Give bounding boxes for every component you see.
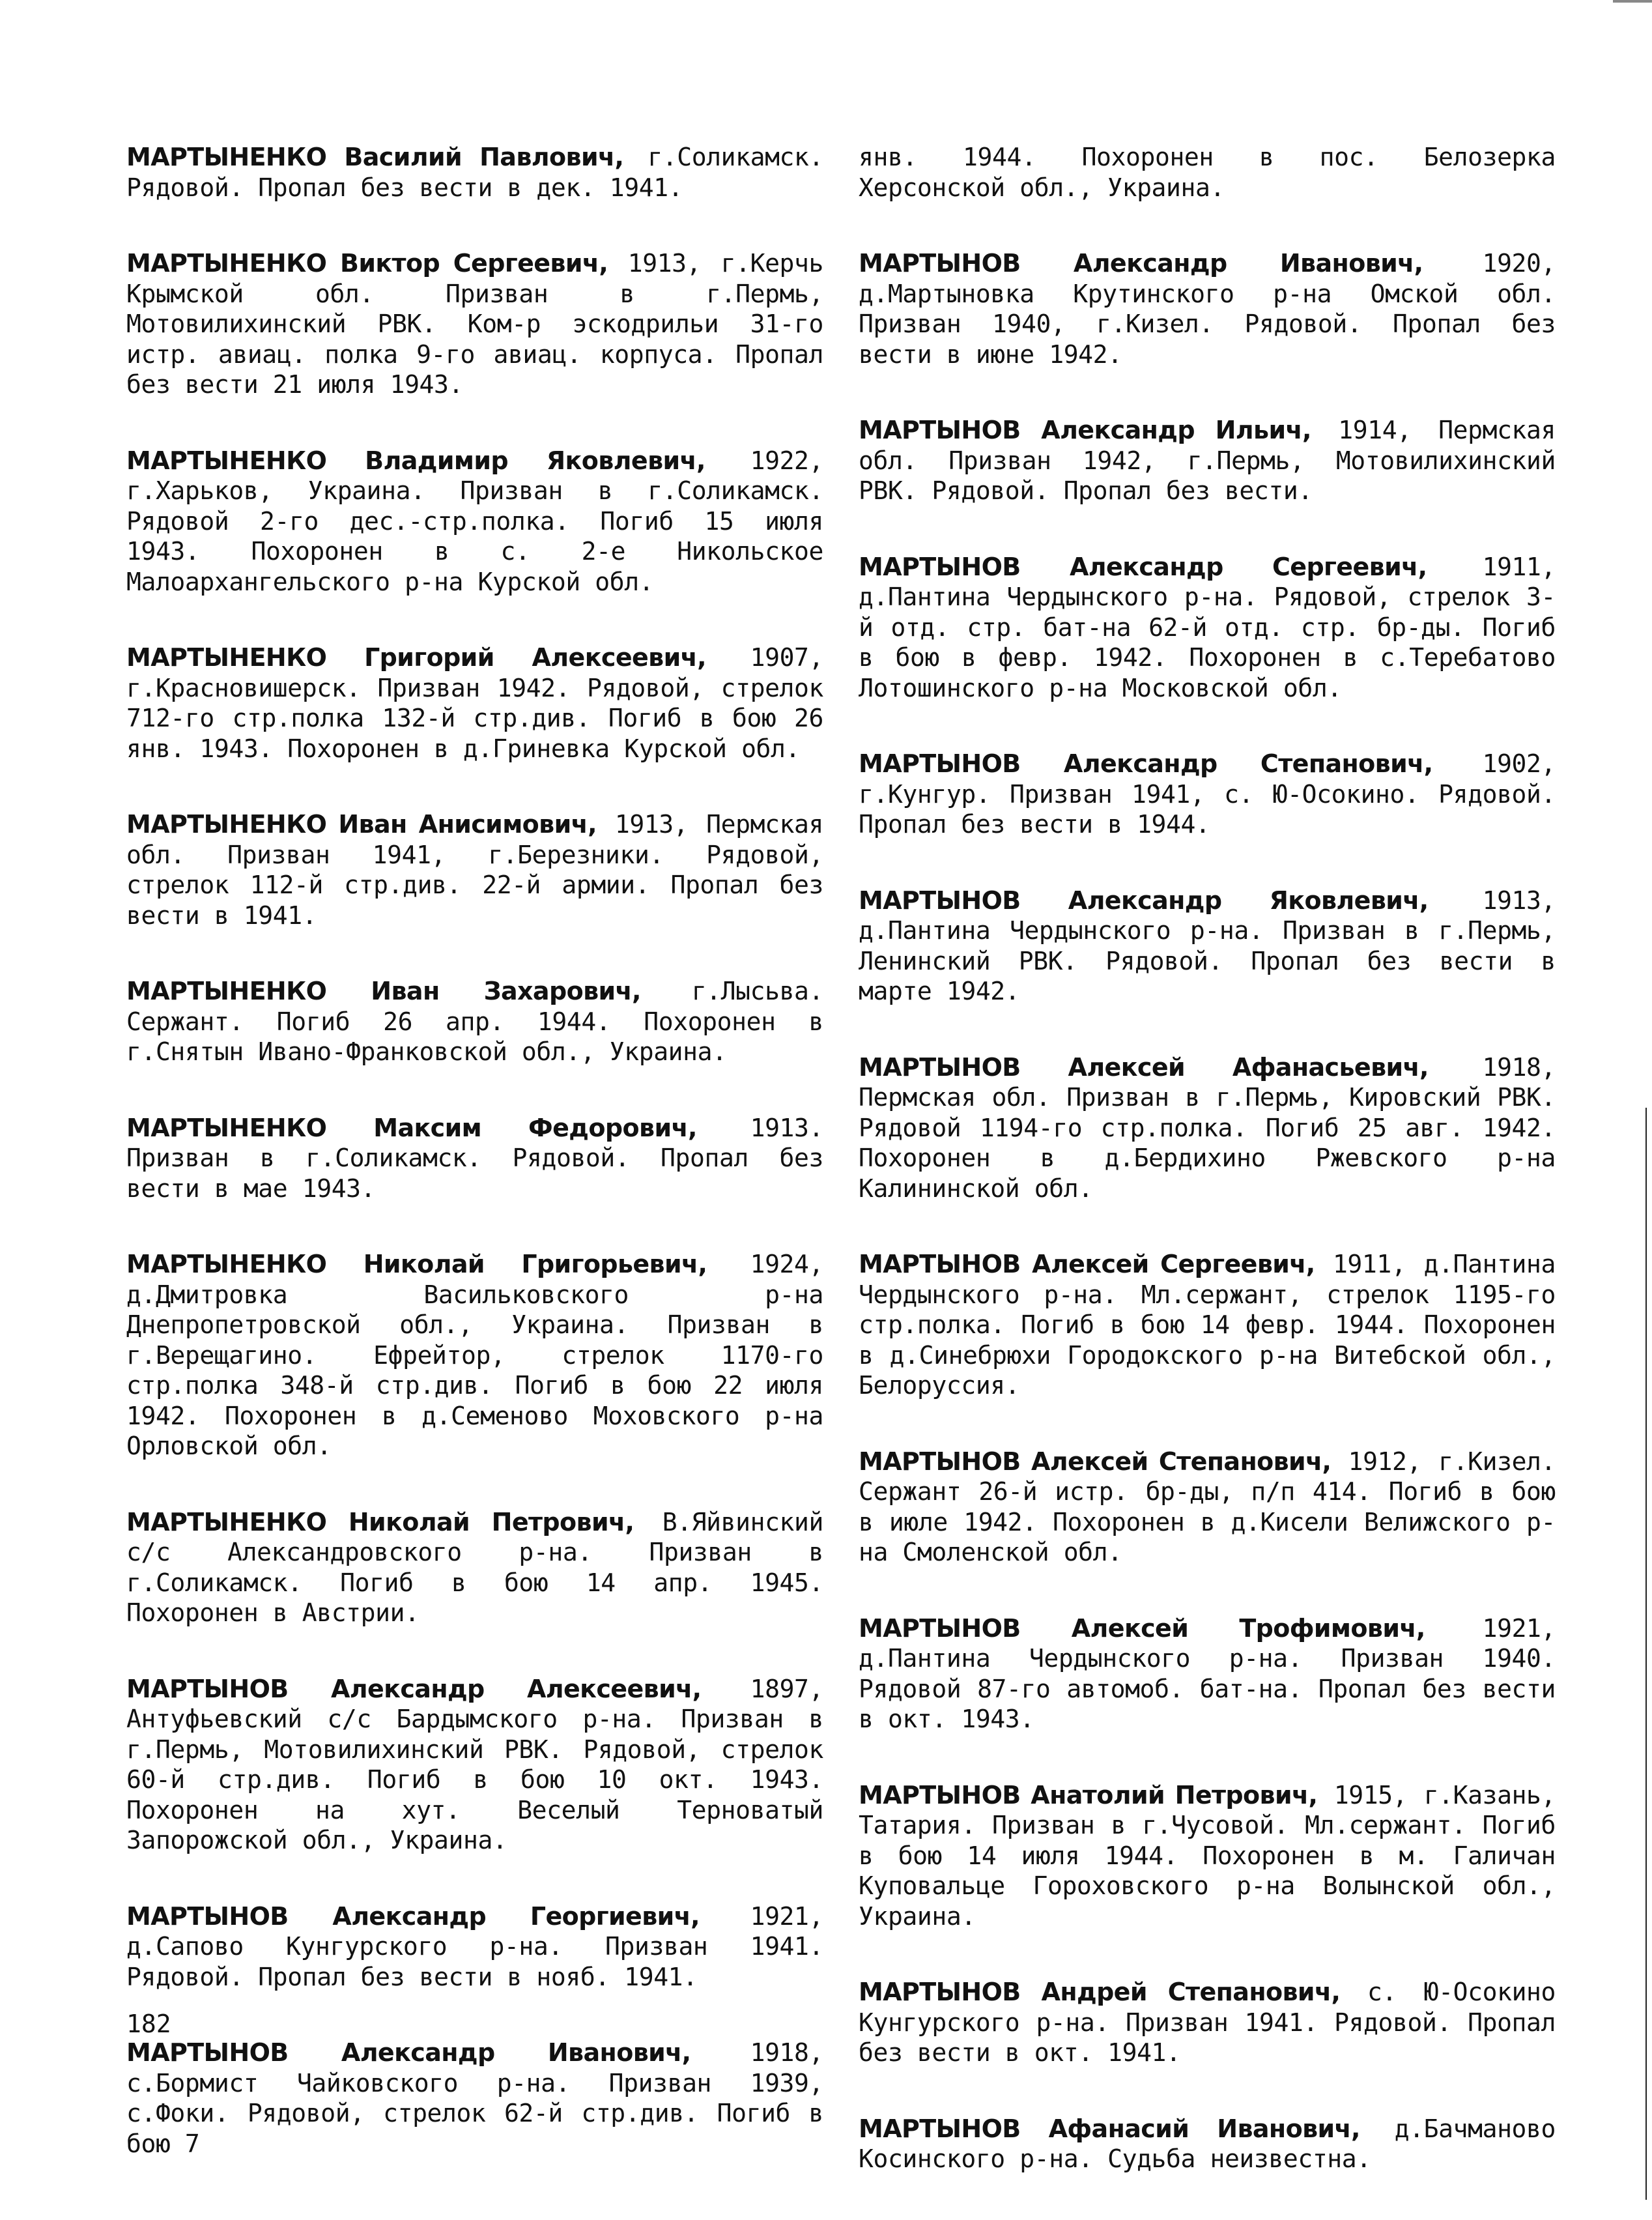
- entry-name: МАРТЫНОВ Александр Яковлевич,: [859, 886, 1429, 915]
- entry-name: МАРТЫНОВ Алексей Афанасьевич,: [859, 1052, 1429, 1082]
- entry: [126, 976, 823, 1067]
- entry-text: г.Лысьва. Сержант. Погиб 26 апр. 1944. Похоронен в г.Снятын Ивано-Франковской обл., Украина.: [126, 977, 824, 1066]
- entry-name: МАРТЫНЕНКО Григорий Алексеевич,: [126, 643, 706, 672]
- entry-name: МАРТЫНОВ Александр Сергеевич,: [859, 552, 1427, 581]
- entry-name: МАРТЫНОВ Алексей Трофимович,: [859, 1613, 1425, 1643]
- entry-text: г.Соликамск. Рядовой. Пропал без вести в дек. 1941.: [126, 143, 823, 202]
- entry-text: 1911, д.Пантина Чердынского р-на. Мл.сержант, стрелок 1195-го стр.полка. Погиб в бою 14 февр. 1944. Похоронен в д.Синебрюхи Городокского р-на Витебской обл., Белоруссия.: [859, 1250, 1556, 1400]
- entry-text: 1921, д.Сапово Кунгурского р-на. Призван 1941. Рядовой. Пропал без вести в нояб. 1941.: [126, 1901, 823, 1991]
- entry: [859, 749, 1556, 840]
- entry: [859, 552, 1556, 704]
- entry: [126, 642, 823, 764]
- entry: [859, 1780, 1556, 1932]
- entry-name: МАРТЫНЕНКО Иван Захарович,: [126, 977, 641, 1005]
- entry-name: МАРТЫНОВ Алексей Степанович,: [859, 1447, 1332, 1476]
- entry: [126, 1901, 823, 1993]
- entry: [126, 142, 823, 203]
- right-column: [859, 142, 1556, 2220]
- entry-name: МАРТЫНОВ Афанасий Иванович,: [859, 2114, 1360, 2143]
- entry-text: 1914, Пермская обл. Призван 1942, г.Пермь, Мотовилихинский РВК. Рядовой. Пропал без вести.: [859, 416, 1556, 505]
- entry: [126, 1674, 823, 1856]
- entry-text: 1922, г.Харьков, Украина. Призван в г.Соликамск. Рядовой 2-го дес.-стр.полка. Погиб 15 июля 1943. Похоронен в с. 2-е Никольское Малоархангельского р-на Курской обл.: [126, 446, 823, 596]
- entry: [859, 2114, 1556, 2174]
- entry-continuation: янв. 1944. Похоронен в пос. Белозерка Херсонской обл., Украина.: [859, 143, 1556, 202]
- entry: [859, 415, 1556, 506]
- entry-name: МАРТЫНОВ Андрей Степанович,: [859, 1978, 1341, 2006]
- entry-text: 1911, д.Пантина Чердынского р-на. Рядовой, стрелок 3-й отд. стр. бат-на 62-й отд. стр. бр-ды. Погиб в бою в февр. 1942. Похоронен в с.Теребатово Лотошинского р-на Московской обл.: [859, 552, 1556, 702]
- entry: [859, 1447, 1556, 1568]
- entry-text: д.Бачманово Косинского р-на. Судьба неизвестна.: [859, 2114, 1556, 2173]
- entry-text: 1912, г.Кизел. Сержант 26-й истр. бр-ды, п/п 414. Погиб в бою в июле 1942. Похоронен в д.Кисели Велижского р-на Смоленской обл.: [859, 1447, 1556, 1566]
- entry-text: 1921, д.Пантина Чердынского р-на. Призван 1940. Рядовой 87-го автомоб. бат-на. Пропал без вести в окт. 1943.: [859, 1613, 1556, 1733]
- entry-name: МАРТЫНОВ Александр Степанович,: [859, 749, 1433, 778]
- scan-edge-mark: [1613, 0, 1652, 3]
- entry-name: МАРТЫНЕНКО Николай Григорьевич,: [126, 1250, 707, 1278]
- entry-text: 1915, г.Казань, Татария. Призван в г.Чусовой. Мл.сержант. Погиб в бою 14 июля 1944. Похоронен в м. Галичан Куповальце Гороховского р-на Волынской обл., Украина.: [859, 1780, 1556, 1931]
- page-number: 182: [126, 2010, 171, 2038]
- entry: [859, 886, 1556, 1007]
- left-column: [126, 142, 823, 2204]
- entry: [859, 1977, 1556, 2068]
- entry-name: МАРТЫНОВ Александр Ильич,: [859, 416, 1311, 444]
- entry: [859, 248, 1556, 369]
- entry-name: МАРТЫНОВ Александр Иванович,: [859, 249, 1423, 278]
- entry-name: МАРТЫНОВ Александр Иванович,: [126, 2038, 691, 2067]
- entry-text: 1913, Пермская обл. Призван 1941, г.Березники. Рядовой, стрелок 112-й стр.див. 22-й армии. Пропал без вести в 1941.: [126, 810, 823, 930]
- entry-name: МАРТЫНОВ Алексей Сергеевич,: [859, 1250, 1315, 1278]
- entry-name: МАРТЫНОВ Александр Алексеевич,: [126, 1674, 702, 1703]
- entry-name: МАРТЫНЕНКО Владимир Яковлевич,: [126, 446, 705, 475]
- entry: [859, 1613, 1556, 1735]
- entry-text: 1913, д.Пантина Чердынского р-на. Призван в г.Пермь, Ленинский РВК. Рядовой. Пропал без вести в марте 1942.: [859, 886, 1556, 1005]
- entry: [126, 1249, 823, 1462]
- entry: [126, 248, 823, 400]
- entry-text: 1920, д.Мартыновка Крутинского р-на Омской обл. Призван 1940, г.Кизел. Рядовой. Пропал без вести в июне 1942.: [859, 249, 1556, 369]
- entry-text: 1907, г.Красновишерск. Призван 1942. Рядовой, стрелок 712-го стр.полка 132-й стр.див. Погиб в бою 26 янв. 1943. Похоронен в д.Гриневка Курской обл.: [126, 643, 823, 763]
- entry-text: 1902, г.Кунгур. Призван 1941, с. Ю-Осокино. Рядовой. Пропал без вести в 1944.: [859, 749, 1556, 839]
- page-edge-line: [1645, 1108, 1647, 2200]
- entry-name: МАРТЫНЕНКО Василий Павлович,: [126, 143, 624, 171]
- entry-text: 1897, Антуфьевский с/с Бардымского р-на. Призван в г.Пермь, Мотовилихинский РВК. Рядовой, стрелок 60-й стр.див. Погиб в бою 10 окт. 1943. Похоронен на хут. Веселый Терноватый Запорожской обл., Украина.: [126, 1674, 823, 1854]
- entry-text: 1913. Призван в г.Соликамск. Рядовой. Пропал без вести в мае 1943.: [126, 1113, 823, 1203]
- entry-text: с. Ю-Осокино Кунгурского р-на. Призван 1941. Рядовой. Пропал без вести в окт. 1941.: [859, 1978, 1556, 2067]
- entry-text: В.Яйвинский с/с Александровского р-на. Призван в г.Соликамск. Погиб в бою 14 апр. 1945. Похоронен в Австрии.: [126, 1507, 823, 1627]
- entry-name: МАРТЫНОВ Анатолий Петрович,: [859, 1780, 1318, 1809]
- entry-text: 1913, г.Керчь Крымской обл. Призван в г.Пермь, Мотовилихинский РВК. Ком-р эскодрильи 31-го истр. авиац. полка 9-го авиац. корпуса. Пропал без вести 21 июля 1943.: [126, 249, 823, 399]
- entry: [859, 1052, 1556, 1204]
- entry: [126, 446, 823, 598]
- entry: [126, 2038, 823, 2159]
- entry: [859, 1249, 1556, 1401]
- entry: [126, 809, 823, 930]
- entry: [126, 1113, 823, 1204]
- entry-text: 1924, д.Дмитровка Васильковского р-на Днепропетровской обл., Украина. Призван в г.Верещагино. Ефрейтор, стрелок 1170-го стр.полка 348-й стр.див. Погиб в бою 22 июля 1942. Похоронен в д.Семеново Моховского р-на Орловской обл.: [126, 1250, 823, 1460]
- entry-name: МАРТЫНЕНКО Николай Петрович,: [126, 1507, 634, 1536]
- entry-name: МАРТЫНЕНКО Иван Анисимович,: [126, 810, 597, 839]
- entry-text: 1918, с.Бормист Чайковского р-на. Призван 1939, с.Фоки. Рядовой, стрелок 62-й стр.див. Погиб в бою 7: [126, 2038, 823, 2158]
- entry-name: МАРТЫНОВ Александр Георгиевич,: [126, 1901, 700, 1931]
- entry-name: МАРТЫНЕНКО Максим Федорович,: [126, 1113, 697, 1142]
- entry-text: 1918, Пермская обл. Призван в г.Пермь, Кировский РВК. Рядовой 1194-го стр.полка. Погиб 25 авг. 1942. Похоронен в д.Бердихино Ржевского р-на Калининской обл.: [859, 1052, 1556, 1203]
- entry: [126, 1507, 823, 1628]
- entry-name: МАРТЫНЕНКО Виктор Сергеевич,: [126, 249, 608, 278]
